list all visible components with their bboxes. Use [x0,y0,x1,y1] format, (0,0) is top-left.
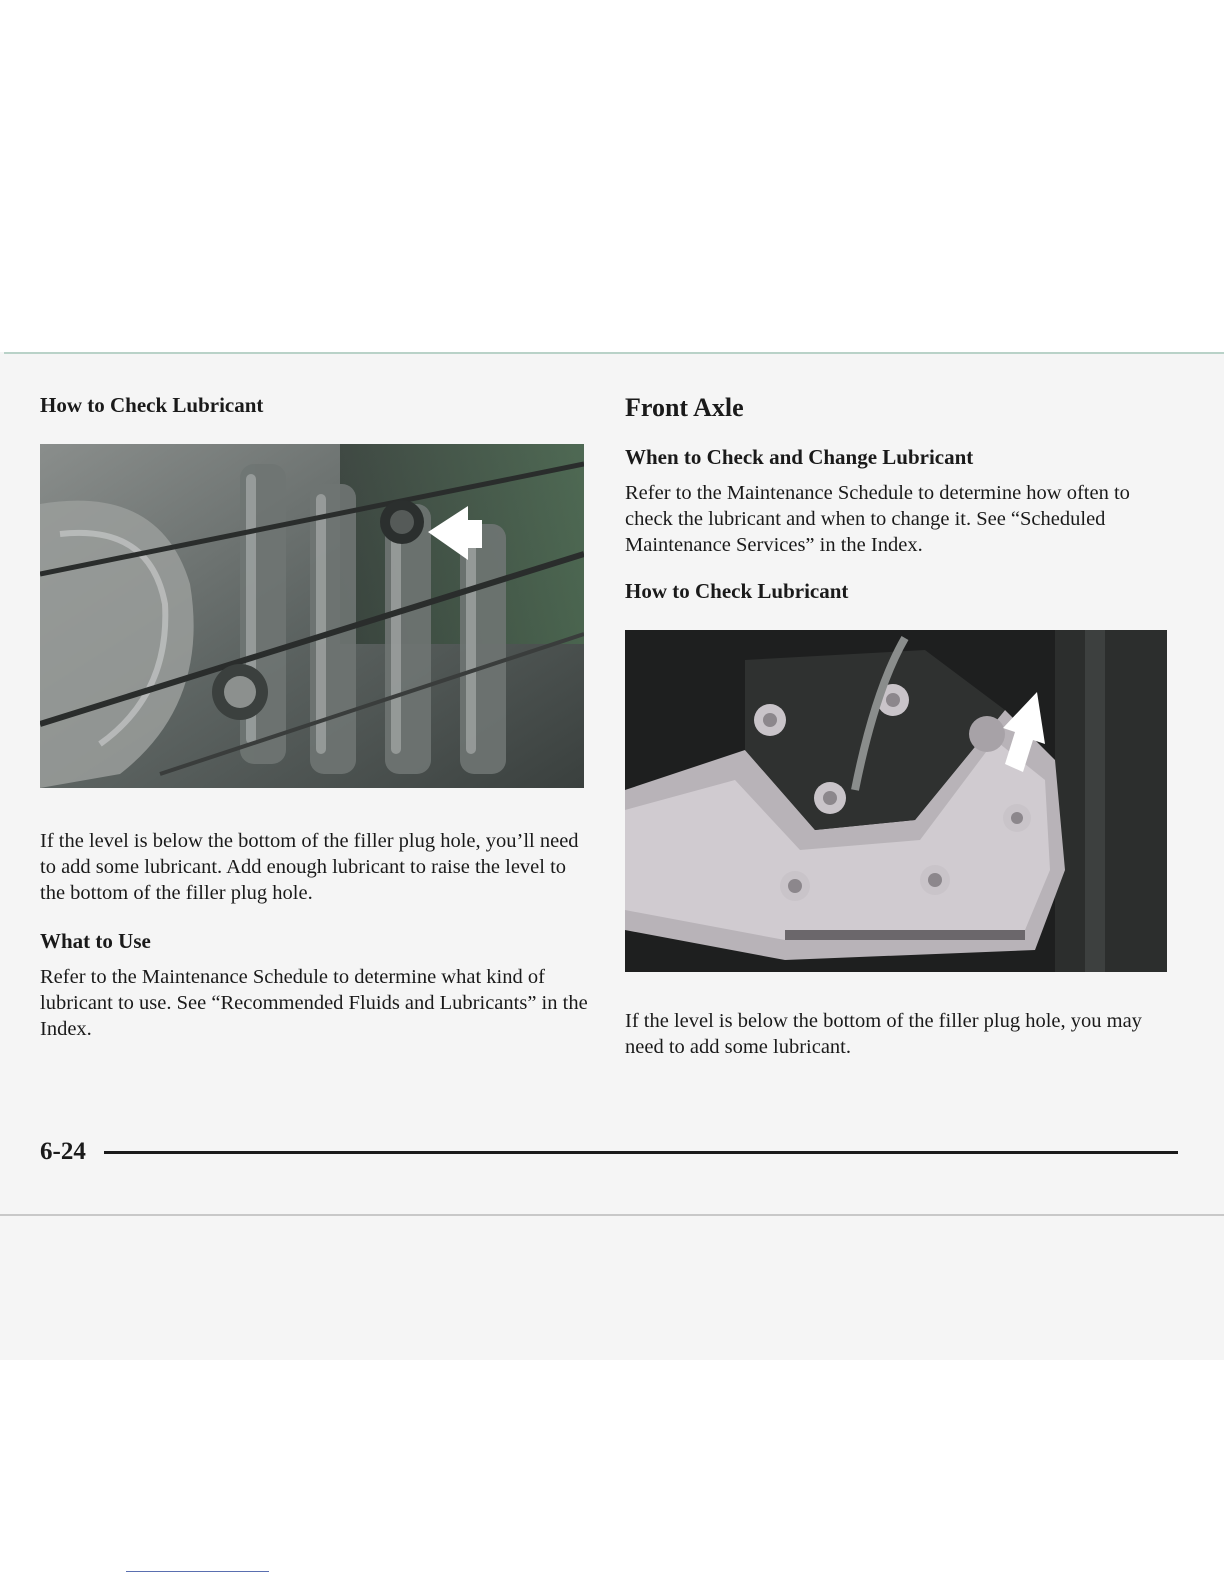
page-number: 6-24 [40,1138,86,1165]
rear-axle-illustration [40,444,584,788]
left-paragraph-2: Refer to the Maintenance Schedule to determine what kind of lubricant to use. See “Recommended Fluids and Lubricants” in the Index. [40,966,588,1040]
right-paragraph-1: Refer to the Maintenance Schedule to determine how often to check the lubricant and when to change it. See “Scheduled Maintenance Services” in the Index. [625,482,1130,556]
left-column [40,392,588,1042]
top-rule [4,352,1224,354]
section-title: Front Axle [625,393,744,422]
front-axle-illustration [625,630,1167,972]
left-heading: How to Check Lubricant [40,393,264,417]
left-subheading: What to Use [40,929,151,953]
right-subheading-1: When to Check and Change Lubricant [625,445,974,469]
right-column [625,392,1180,1060]
right-subheading-2: How to Check Lubricant [625,579,849,603]
corner-underline [126,1571,269,1572]
front-axle-photo [625,630,1167,972]
bottom-rule [0,1214,1224,1216]
left-paragraph-1: If the level is below the bottom of the filler plug hole, you’ll need to add some lubricant. Add enough lubricant to raise the level to the bottom of the filler plug hole. [40,830,579,904]
footer-rule [104,1151,1178,1154]
rear-axle-photo [40,444,584,788]
right-paragraph-2: If the level is below the bottom of the filler plug hole, you may need to add some lubricant. [625,1010,1142,1058]
